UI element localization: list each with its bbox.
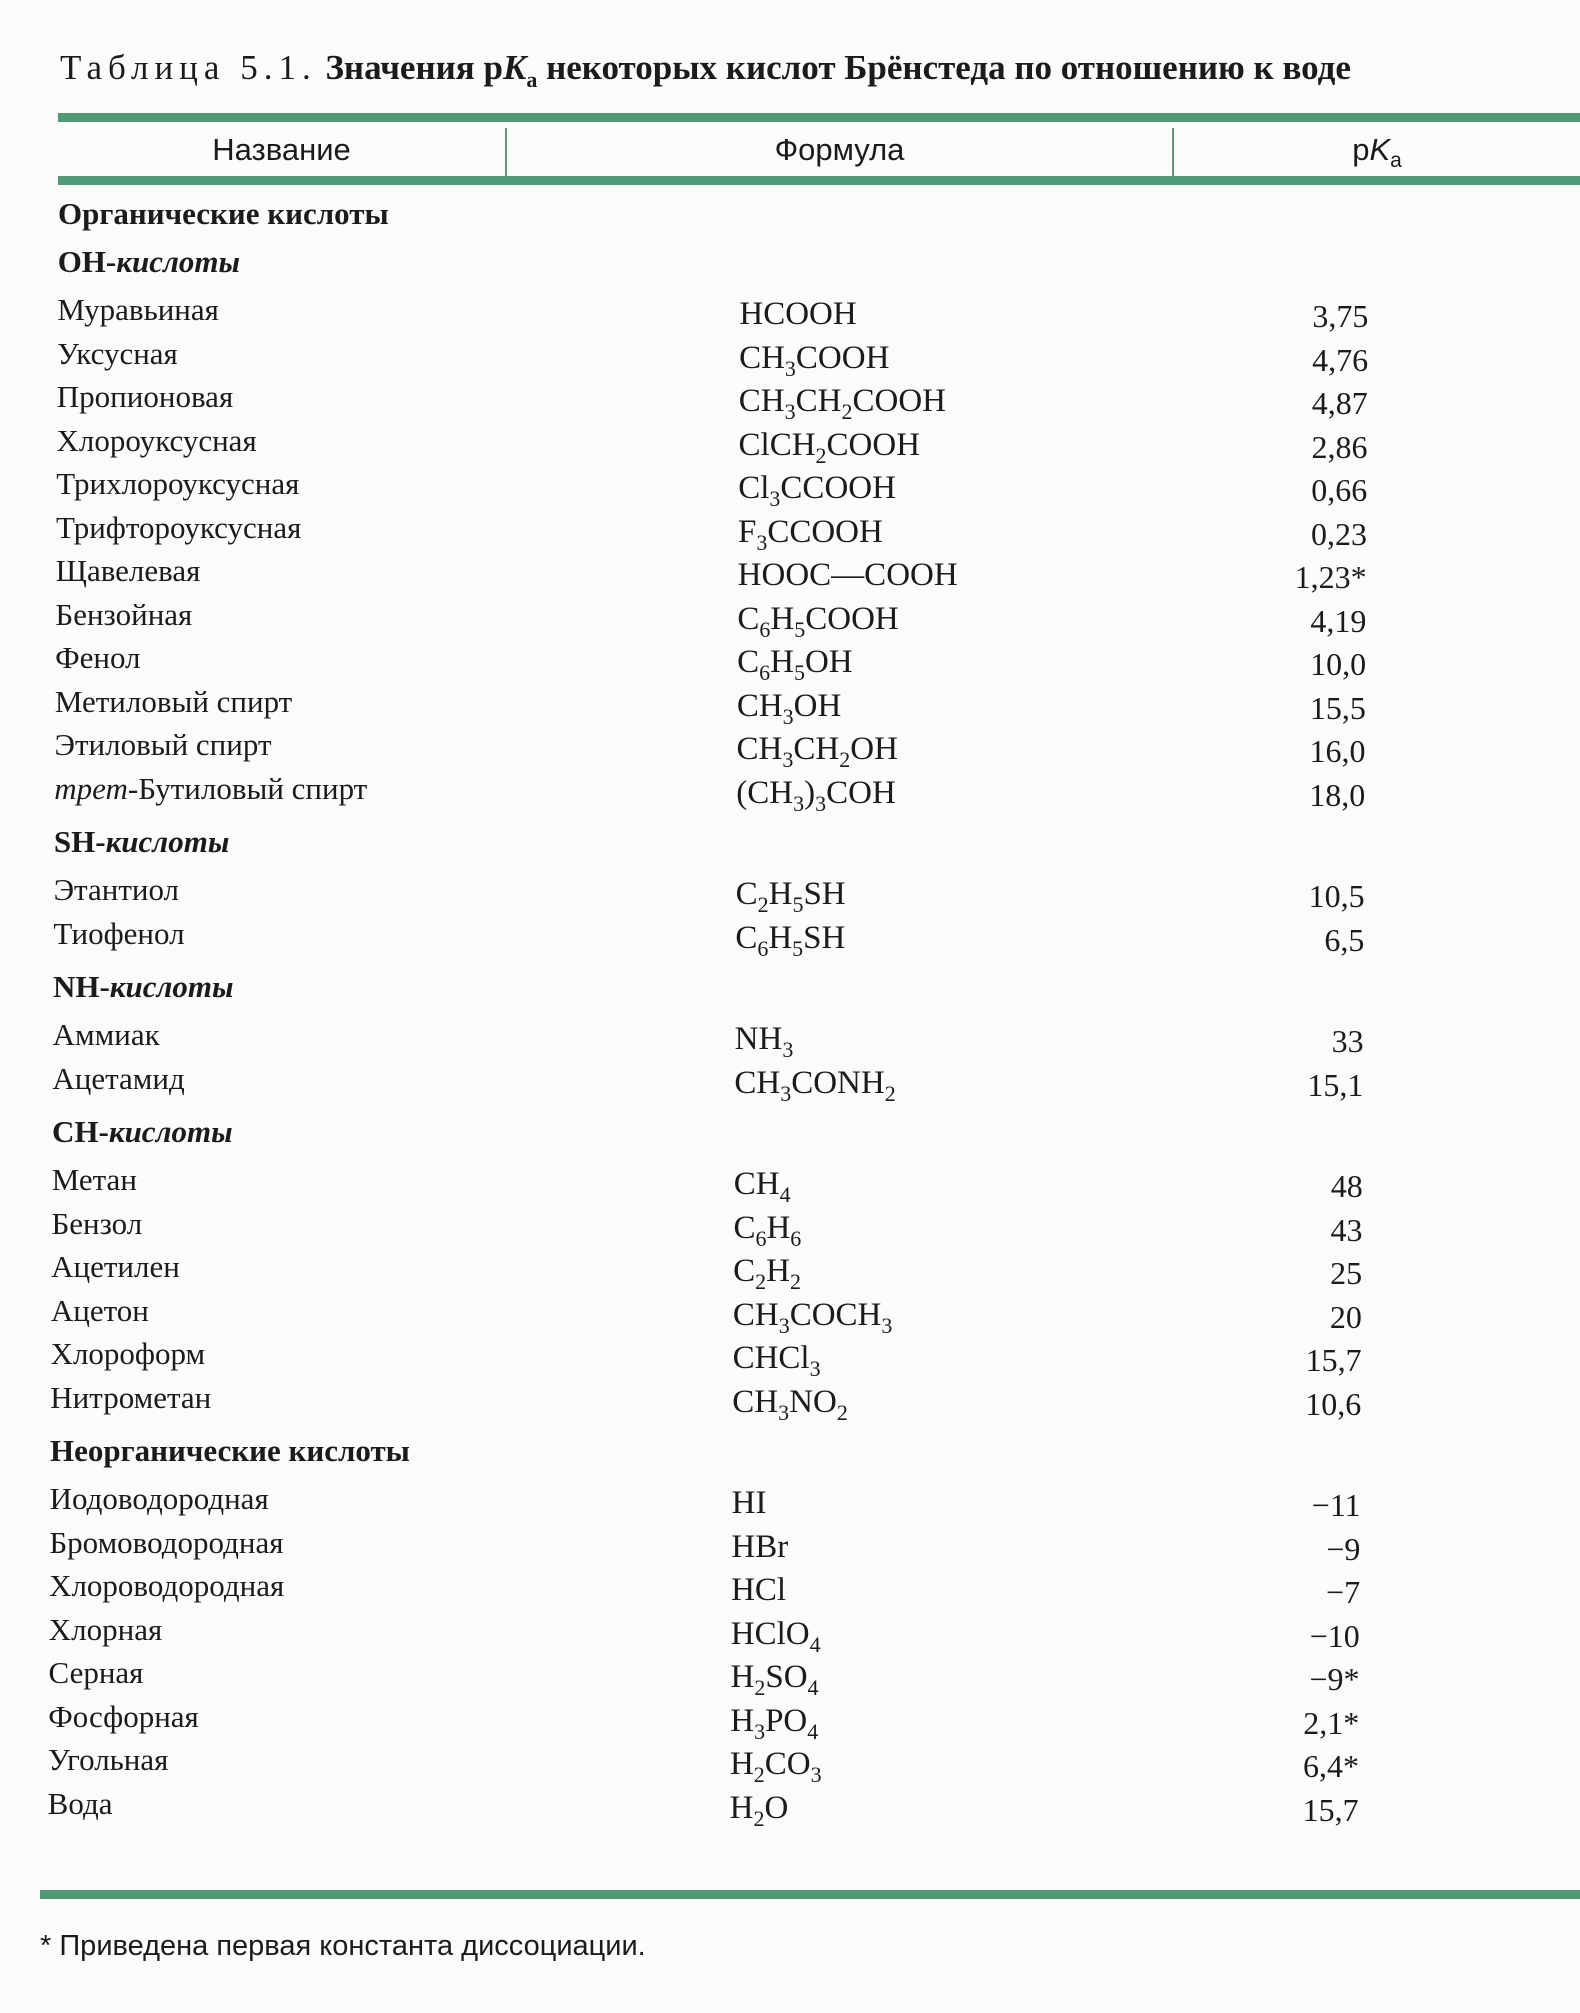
pka-value: 1,23* bbox=[1294, 559, 1367, 595]
table-row bbox=[0, 510, 1580, 553]
pka-value: −11 bbox=[1311, 1487, 1361, 1523]
table-row bbox=[0, 1206, 1580, 1249]
table-row bbox=[0, 916, 1580, 959]
table-row bbox=[0, 1293, 1580, 1336]
acid-name: Иодоводородная bbox=[49, 1481, 269, 1516]
acid-formula: HClO$_4$ bbox=[730, 1615, 821, 1657]
pka-value: 43 bbox=[1330, 1211, 1363, 1248]
acid-formula: $H_3PO_4$ bbox=[730, 1702, 819, 1744]
acid-name: Щавелевая bbox=[55, 553, 201, 588]
caption-label: Таблица 5.1. bbox=[60, 48, 317, 87]
pka-value: 25 bbox=[1330, 1255, 1363, 1291]
acid-name: Ацетон bbox=[50, 1292, 149, 1328]
acid-formula: $C_2H_5SH$ bbox=[735, 876, 846, 917]
acid-name: Этиловый спирт bbox=[54, 727, 272, 762]
footnote: * Приведена первая константа диссоциации. bbox=[40, 1930, 646, 1962]
table-row bbox=[0, 553, 1580, 596]
section-heading: NH-кислоты bbox=[52, 969, 234, 1004]
pka-value: 4,19 bbox=[1310, 602, 1367, 639]
pka-value: 48 bbox=[1330, 1168, 1363, 1204]
header-name: Название bbox=[212, 132, 351, 167]
pka-value: 2,1* bbox=[1303, 1704, 1360, 1741]
pka-value: 10,6 bbox=[1305, 1385, 1362, 1422]
acid-name: Хлороводородная bbox=[49, 1568, 285, 1603]
acid-formula: CHCl$_3$ bbox=[732, 1340, 821, 1381]
table-row bbox=[0, 336, 1580, 379]
acid-name: Нитрометан bbox=[50, 1379, 212, 1415]
section-heading: CH-кислоты bbox=[52, 1114, 233, 1149]
acid-formula: $F_3CCOOH$ bbox=[737, 513, 883, 555]
table-row bbox=[0, 1481, 1580, 1524]
acid-name: Ацетамид bbox=[52, 1060, 185, 1096]
table-row bbox=[0, 1612, 1580, 1655]
acid-name: Этантиол bbox=[53, 872, 180, 907]
acid-name: Метан bbox=[51, 1162, 137, 1197]
acid-formula: $Cl_3CCOOH$ bbox=[738, 470, 896, 511]
acid-name: Серная bbox=[48, 1655, 144, 1690]
table-row bbox=[0, 727, 1580, 770]
pka-value: 4,87 bbox=[1311, 385, 1368, 421]
pka-value: −7 bbox=[1326, 1574, 1361, 1610]
acid-name: Бензойная bbox=[55, 596, 193, 632]
acid-name: Пропионовая bbox=[56, 379, 234, 414]
table-row bbox=[0, 466, 1580, 509]
table-row bbox=[0, 1249, 1580, 1292]
acid-formula: $CH_3NO_2$ bbox=[732, 1383, 848, 1425]
acid-name: Трихлороуксусная bbox=[56, 466, 300, 501]
acid-formula: $H_2SO_4$ bbox=[730, 1659, 819, 1700]
section-heading: SH-кислоты bbox=[53, 824, 230, 859]
table-row bbox=[0, 1699, 1580, 1742]
pka-value: 4,76 bbox=[1312, 341, 1369, 378]
table-row bbox=[0, 597, 1580, 640]
pka-value: 3,75 bbox=[1312, 298, 1369, 334]
table-row bbox=[0, 423, 1580, 466]
pka-value: 0,66 bbox=[1311, 472, 1368, 508]
acid-name: Хлороуксусная bbox=[56, 422, 257, 458]
pka-value: 18,0 bbox=[1309, 776, 1366, 813]
section-heading: Органические кислоты bbox=[58, 196, 389, 231]
table-row bbox=[0, 1655, 1580, 1698]
acid-formula: $H_2O$ bbox=[729, 1789, 789, 1831]
acid-formula: HOOC—COOH bbox=[737, 557, 958, 593]
acid-formula: HCl bbox=[731, 1572, 787, 1608]
acid-name: Бромоводородная bbox=[49, 1524, 284, 1560]
pka-value: 6,5 bbox=[1324, 921, 1365, 958]
pka-value: 15,5 bbox=[1309, 689, 1366, 726]
pka-value: 10,0 bbox=[1310, 646, 1367, 682]
acid-name: Фосфорная bbox=[48, 1698, 199, 1734]
table-row bbox=[0, 1380, 1580, 1423]
table-row bbox=[0, 1336, 1580, 1379]
bottom-rule bbox=[40, 1890, 1580, 1899]
table-row bbox=[0, 640, 1580, 683]
table-row bbox=[0, 1742, 1580, 1785]
pka-value: 0,23 bbox=[1310, 515, 1367, 552]
acid-formula: $H_2CO_3$ bbox=[729, 1746, 822, 1787]
caption-title: Значения $pK_a$ некоторых кислот Брёнстеда по отношению к воде bbox=[325, 48, 1351, 92]
pka-value: 15,1 bbox=[1307, 1066, 1364, 1103]
acid-formula: HCOOH bbox=[739, 296, 857, 332]
acid-name: Угольная bbox=[47, 1742, 169, 1777]
table-row bbox=[0, 379, 1580, 422]
acid-name: Хлороформ bbox=[50, 1336, 206, 1371]
header-pka: $pK_a$ bbox=[1352, 132, 1402, 173]
table-row bbox=[0, 1162, 1580, 1205]
table-row bbox=[0, 292, 1580, 335]
acid-name: Уксусная bbox=[57, 335, 178, 371]
acid-formula: $C_6H_5COOH$ bbox=[737, 600, 899, 642]
table-row bbox=[0, 1061, 1580, 1104]
acid-name: Метиловый спирт bbox=[54, 683, 293, 719]
acid-formula: $CH_3CH_2OH$ bbox=[736, 731, 898, 772]
acid-name: Бензол bbox=[51, 1205, 143, 1241]
acid-name: Муравьиная bbox=[57, 292, 219, 327]
acid-name: Фенол bbox=[55, 640, 141, 675]
table-row bbox=[0, 1568, 1580, 1611]
acid-name: Аммиак bbox=[52, 1017, 160, 1052]
acid-formula: HI bbox=[731, 1485, 767, 1521]
table-row bbox=[0, 684, 1580, 727]
section-heading: Неорганические кислоты bbox=[49, 1433, 410, 1468]
acid-formula: $CH_3CH_2COOH$ bbox=[738, 383, 946, 424]
pka-value: −10 bbox=[1309, 1617, 1360, 1654]
pka-value: 20 bbox=[1329, 1298, 1362, 1335]
acid-formula: $C_6H_5OH$ bbox=[737, 644, 853, 685]
pka-value: 33 bbox=[1331, 1023, 1364, 1059]
header-formula: Формула bbox=[774, 132, 905, 167]
pka-value: 10,5 bbox=[1308, 878, 1365, 914]
section-heading: OH-кислоты bbox=[57, 244, 240, 279]
acid-name: Вода bbox=[47, 1785, 113, 1821]
pka-value: 2,86 bbox=[1311, 428, 1368, 465]
acid-formula: $CH_3COOH$ bbox=[739, 339, 890, 381]
acid-name: трет-Бутиловый спирт bbox=[54, 770, 368, 806]
acid-formula: $C_6H_5SH$ bbox=[735, 919, 846, 961]
acid-formula: $NH_3$ bbox=[734, 1021, 794, 1062]
acid-name: Трифтороуксусная bbox=[55, 509, 302, 545]
table-row bbox=[0, 1525, 1580, 1568]
pka-value: 16,0 bbox=[1309, 733, 1366, 769]
acid-formula: $CH_3OH$ bbox=[736, 687, 842, 729]
pka-value: −9 bbox=[1326, 1530, 1361, 1567]
table-row bbox=[0, 771, 1580, 814]
acid-name: Хлорная bbox=[48, 1611, 163, 1647]
acid-formula: ClCH$_2$COOH bbox=[738, 426, 921, 468]
pka-value: −9* bbox=[1309, 1661, 1360, 1697]
acid-name: Тиофенол bbox=[53, 915, 185, 951]
acid-formula: $(CH_3)_3COH$ bbox=[736, 774, 896, 816]
table-row bbox=[0, 1017, 1580, 1060]
acid-formula: $C_2H_2$ bbox=[733, 1253, 801, 1294]
table-row bbox=[0, 872, 1580, 915]
acid-formula: $CH_3CONH_2$ bbox=[734, 1064, 896, 1106]
pka-value: 15,7 bbox=[1305, 1342, 1362, 1378]
pka-value: 6,4* bbox=[1302, 1748, 1359, 1784]
acid-formula: $CH_3COCH_3$ bbox=[732, 1296, 893, 1338]
acid-name: Ацетилен bbox=[51, 1249, 180, 1284]
pka-value: 15,7 bbox=[1302, 1791, 1359, 1828]
acid-formula: $C_6H_6$ bbox=[733, 1209, 802, 1251]
acid-formula: HBr bbox=[731, 1528, 789, 1565]
acid-formula: $CH_4$ bbox=[733, 1166, 791, 1207]
table-row bbox=[0, 1786, 1580, 1829]
